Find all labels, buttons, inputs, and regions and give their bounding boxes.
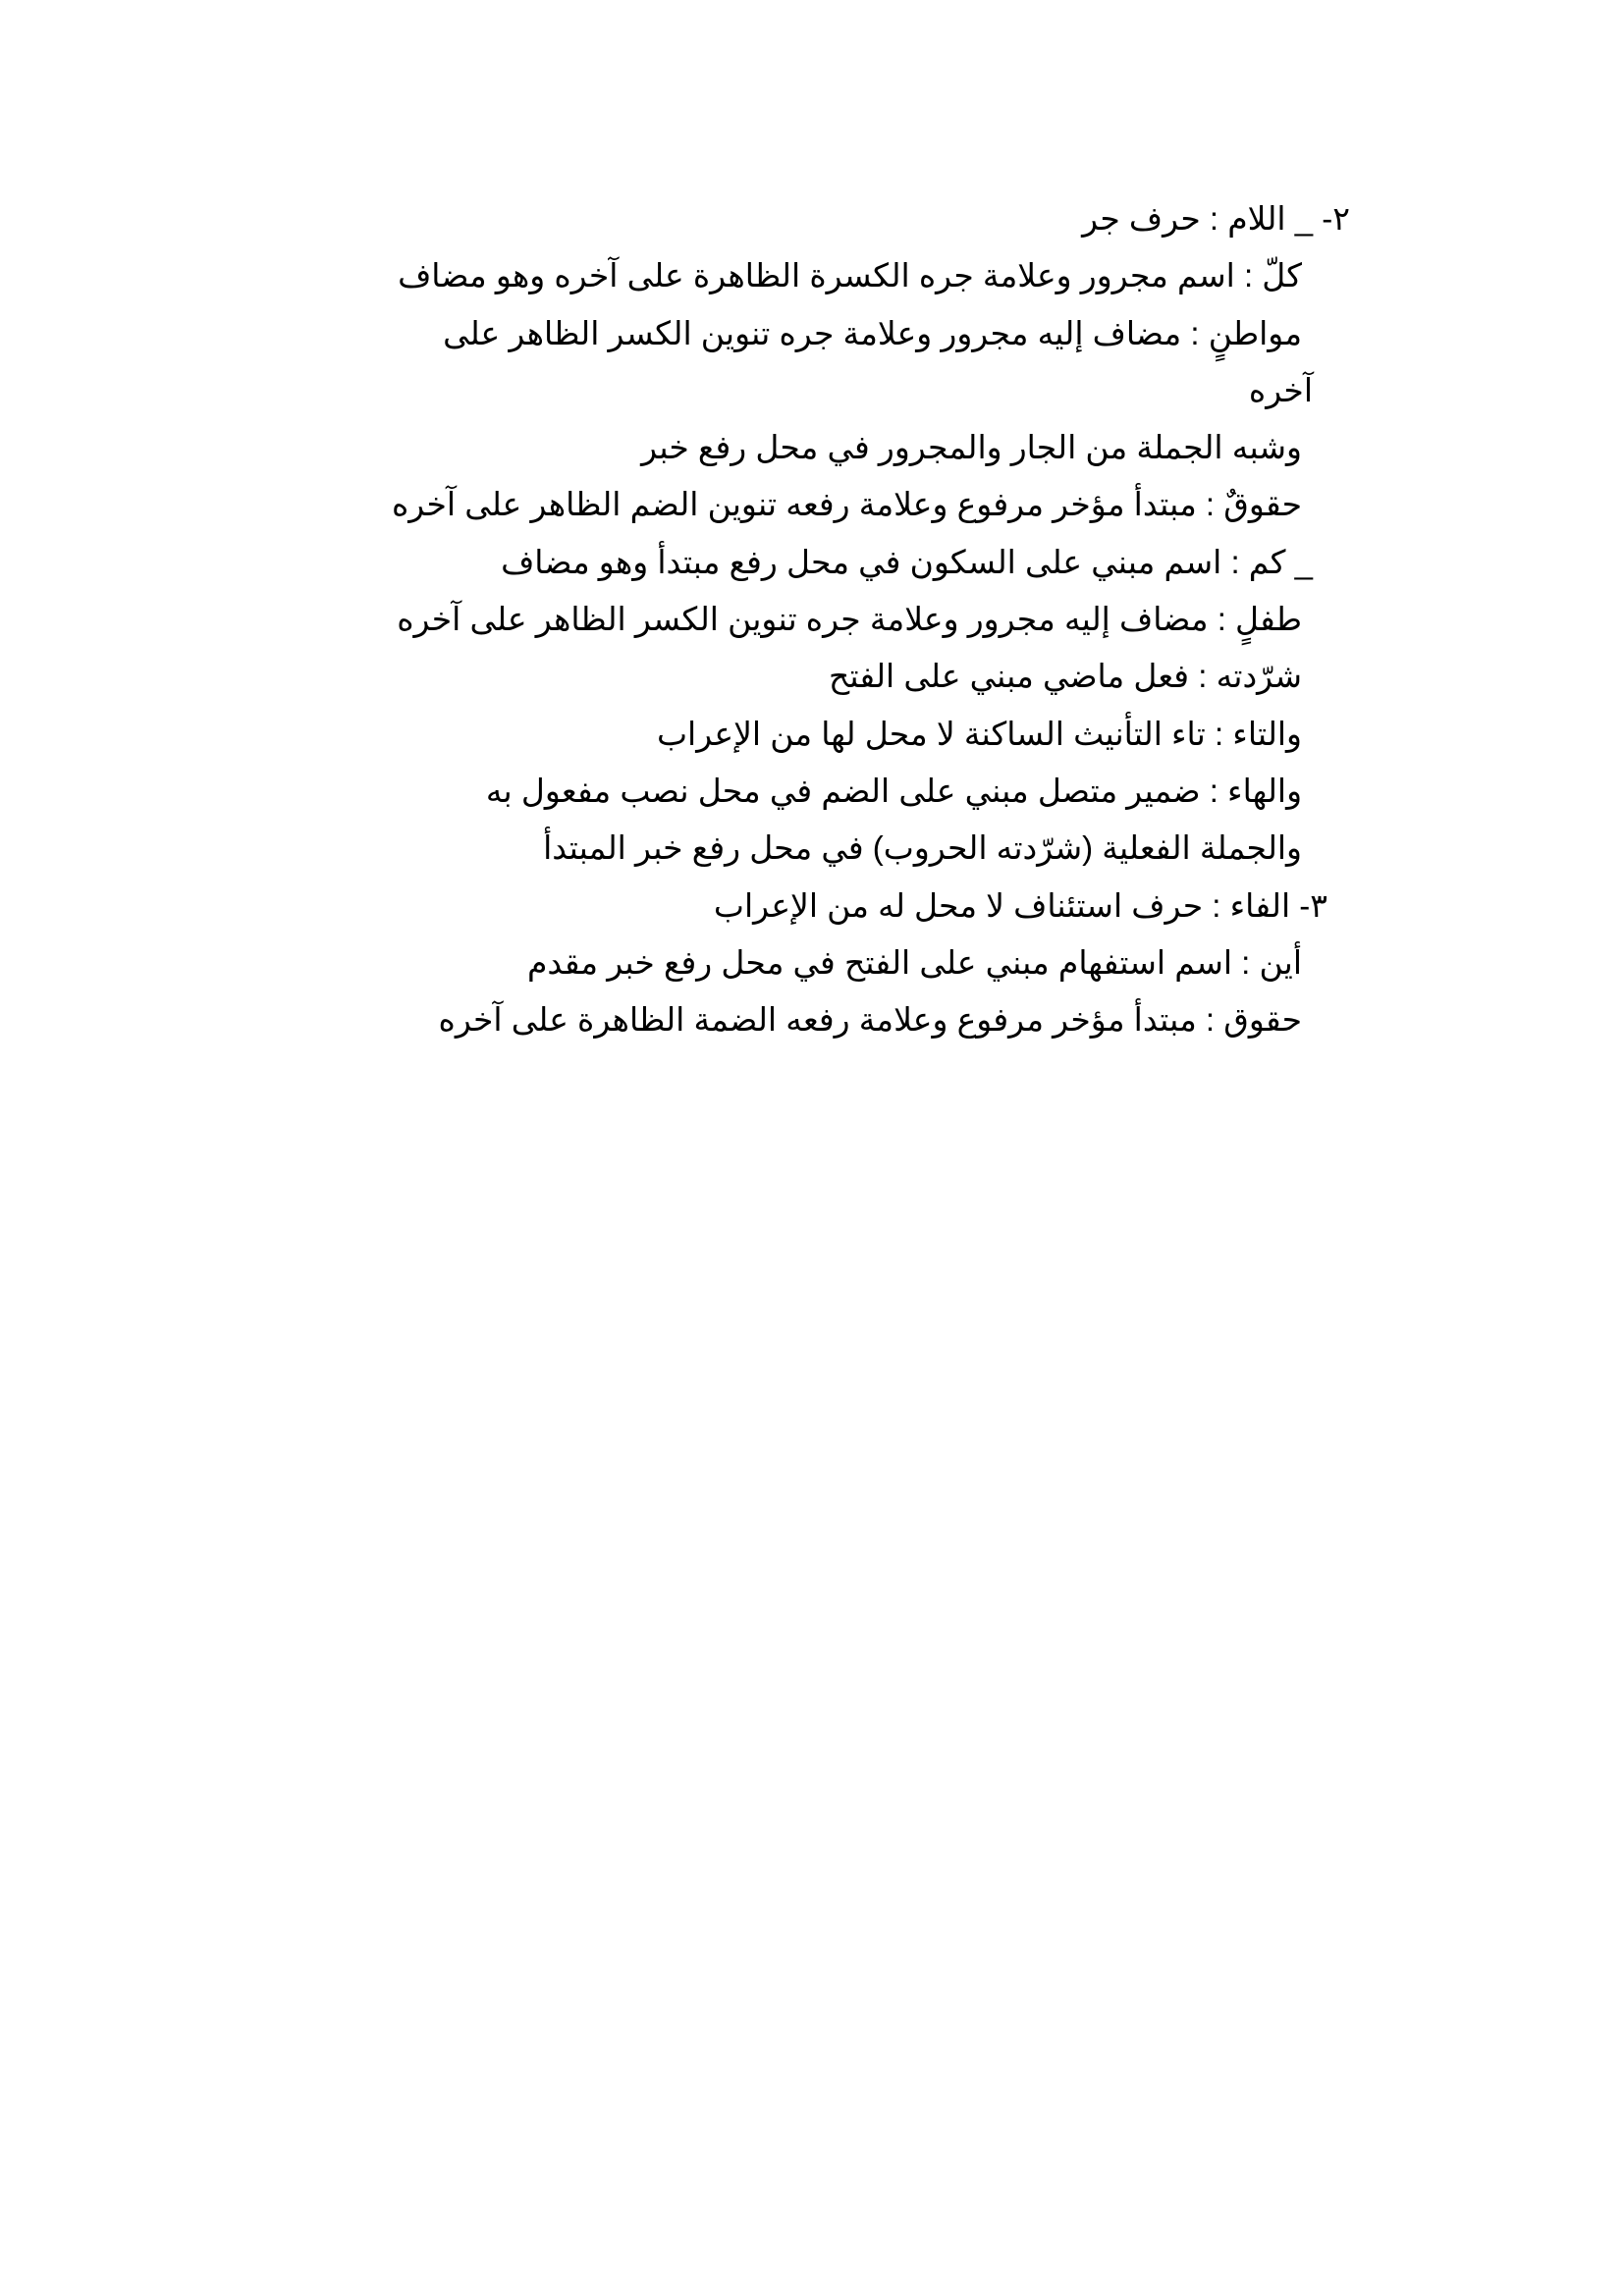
text-line-2: كلّ : اسم مجرور وعلامة جره الكسرة الظاهرة على آخره وهو مضاف	[398, 257, 1302, 294]
text-line-15: حقوق : مبتدأ مؤخر مرفوع وعلامة رفعه الضمة الظاهرة على آخره	[438, 1001, 1302, 1038]
text-line-14: أين : اسم استفهام مبني على الفتح في محل رفع خبر مقدم	[526, 944, 1302, 981]
text-line-10: والتاء : تاء التأنيث الساكنة لا محل لها من الإعراب	[656, 716, 1302, 752]
text-line-11: والهاء : ضمير متصل مبني على الضم في محل نصب مفعول به	[485, 773, 1302, 809]
text-line-12: والجملة الفعلية (شرّدته الحروب) في محل رفع خبر المبتدأ	[543, 829, 1302, 866]
text-line-4: آخره	[1248, 372, 1313, 408]
text-line-8: طفلٍ : مضاف إليه مجرور وعلامة جره تنوين الكسر الظاهر على آخره	[397, 601, 1302, 637]
text-line-13: ٣- الفاء : حرف استئناف لا محل له من الإعراب	[713, 887, 1327, 924]
text-line-1: ٢- _ اللام : حرف جر	[1082, 200, 1350, 237]
text-line-9: شرّدته : فعل ماضي مبني على الفتح	[829, 658, 1302, 694]
text-line-7: _ كم : اسم مبني على السكون في محل رفع مبتدأ وهو مضاف	[501, 544, 1313, 580]
text-line-6: حقوقٌ : مبتدأ مؤخر مرفوع وعلامة رفعه تنوين الضم الظاهر على آخره	[391, 486, 1302, 522]
text-line-3: مواطنٍ : مضاف إليه مجرور وعلامة جره تنوين الكسر الظاهر على	[443, 315, 1302, 351]
text-line-5: وشبه الجملة من الجار والمجرور في محل رفع خبر	[641, 429, 1302, 465]
